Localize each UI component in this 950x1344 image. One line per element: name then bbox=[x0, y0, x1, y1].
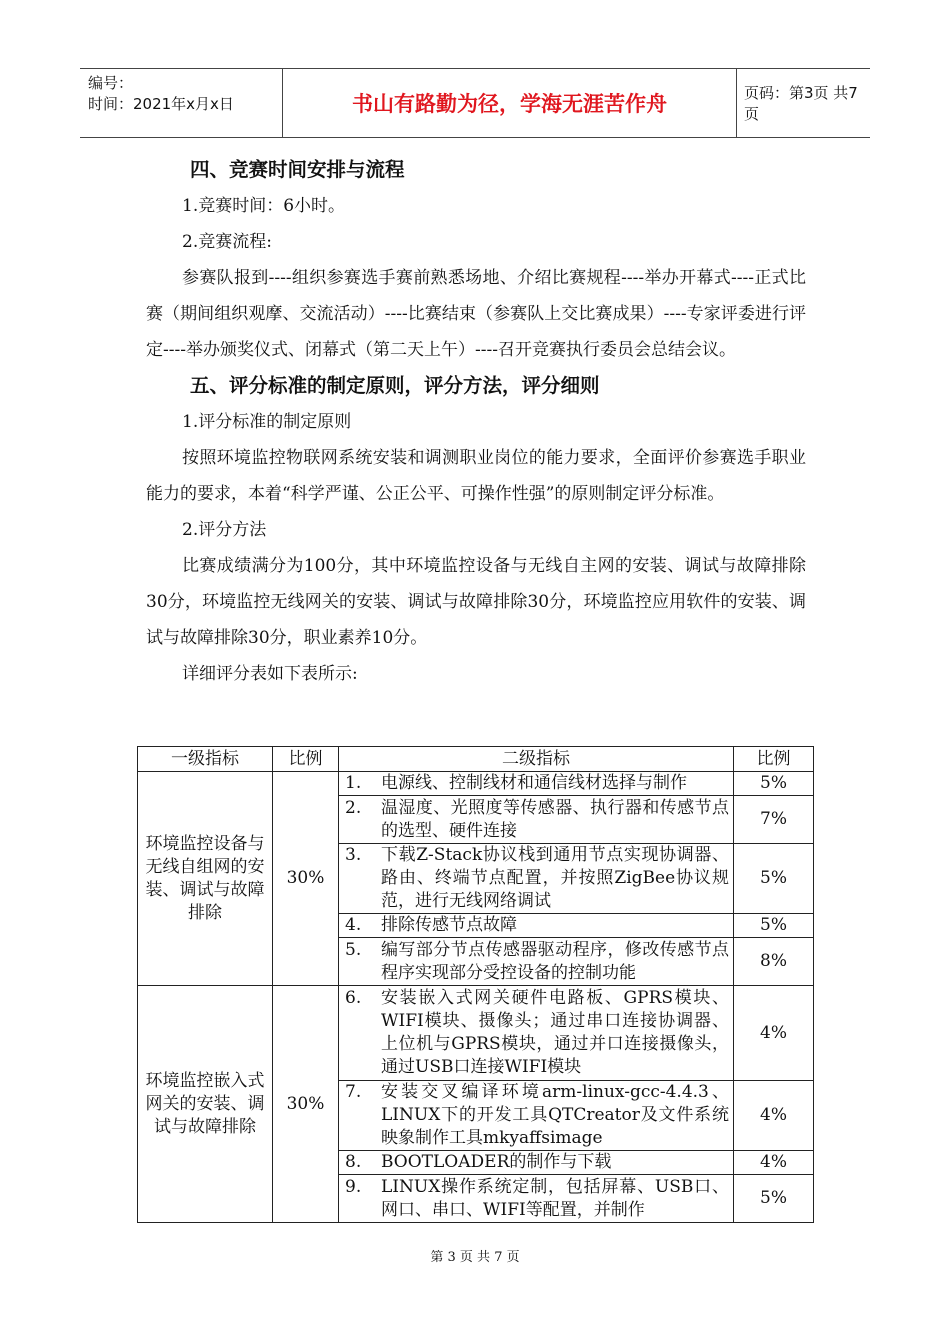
section5-table-intro: 详细评分表如下表所示: bbox=[182, 664, 358, 684]
item-number: 8. bbox=[345, 1152, 362, 1172]
item-text: 排除传感节点故障 bbox=[381, 915, 517, 935]
level2-ratio: 5% bbox=[734, 914, 814, 938]
item-text: LINUX操作系统定制，包括屏幕、USB口、网口、串口、WIFI等配置，并制作 bbox=[381, 1176, 729, 1220]
doc-number-label: 编号： bbox=[88, 74, 134, 92]
section4-flow-label: 2.竞赛流程: bbox=[182, 232, 272, 252]
level2-ratio: 5% bbox=[734, 1175, 814, 1223]
item-number: 1. bbox=[345, 773, 362, 793]
table-header-cell: 一级指标 bbox=[138, 747, 273, 772]
level2-indicator bbox=[339, 772, 734, 796]
item-number: 9. bbox=[345, 1176, 362, 1197]
level2-indicator bbox=[339, 844, 734, 914]
level2-indicator bbox=[339, 938, 734, 986]
doc-time-label: 时间：2021年x月x日 bbox=[88, 95, 234, 113]
section4-time: 1.竞赛时间：6小时。 bbox=[182, 196, 346, 216]
item-text: 安装嵌入式网关硬件电路板、GPRS模块、WIFI模块、摄像头；通过串口连接协调器、上位机与GPRS模块，通过并口连接摄像头，通过USB口连接WIFI模块 bbox=[381, 988, 729, 1077]
level1-indicator: 环境监控嵌入式网关的安装、调试与故障排除 bbox=[138, 986, 273, 1223]
section5-principle-label: 1.评分标准的制定原则 bbox=[182, 412, 352, 432]
page-footer: 第 3 页 共 7 页 bbox=[430, 1250, 520, 1265]
section5-title: 五、评分标准的制定原则，评分方法，评分细则 bbox=[190, 374, 600, 397]
level1-ratio: 30% bbox=[273, 986, 339, 1223]
section4-flow-text: 参赛队报到----组织参赛选手赛前熟悉场地、介绍比赛规程----举办开幕式----正式比赛（期间组织观摩、交流活动）----比赛结束（参赛队上交比赛成果）----专家评委进行评定----举办颁奖仪式、闭幕式（第二天上午）----召开竞赛执行委员会总结会议。 bbox=[146, 268, 806, 360]
item-number: 5. bbox=[345, 939, 362, 960]
item-text: BOOTLOADER的制作与下载 bbox=[381, 1152, 612, 1172]
header-motto: 书山有路勤为径，学海无涯苦作舟 bbox=[282, 69, 737, 137]
level2-indicator bbox=[339, 914, 734, 938]
page-header bbox=[80, 68, 870, 138]
table-header-row bbox=[138, 747, 814, 772]
section5-method-label: 2.评分方法 bbox=[182, 520, 267, 540]
document-body bbox=[146, 152, 806, 692]
item-number: 3. bbox=[345, 845, 362, 865]
section5-principle-text: 按照环境监控物联网系统安装和调测职业岗位的能力要求，全面评价参赛选手职业能力的要求，本着“科学严谨、公正公平、可操作性强”的原则制定评分标准。 bbox=[146, 448, 806, 504]
table-header-cell: 比例 bbox=[734, 747, 814, 772]
header-meta bbox=[80, 69, 282, 137]
section4-title: 四、竞赛时间安排与流程 bbox=[190, 158, 405, 181]
item-number: 7. bbox=[345, 1082, 362, 1102]
level2-ratio: 5% bbox=[734, 772, 814, 796]
level2-indicator bbox=[339, 1081, 734, 1151]
header-page-info: 页码：第3页 共7页 bbox=[744, 84, 858, 123]
level2-indicator bbox=[339, 1151, 734, 1175]
item-text: 温湿度、光照度等传感器、执行器和传感节点的选型、硬件连接 bbox=[381, 797, 729, 841]
table-header-cell: 二级指标 bbox=[339, 747, 734, 772]
item-text: 下载Z-Stack协议栈到通用节点实现协调器、路由、终端节点配置，并按照ZigBee协议规范，进行无线网络调试 bbox=[381, 845, 729, 911]
level2-ratio: 8% bbox=[734, 938, 814, 986]
level2-indicator bbox=[339, 986, 734, 1081]
table-header-cell: 比例 bbox=[273, 747, 339, 772]
level1-indicator: 环境监控设备与无线自组网的安装、调试与故障排除 bbox=[138, 772, 273, 986]
level2-ratio: 7% bbox=[734, 796, 814, 844]
item-text: 编写部分节点传感器驱动程序，修改传感节点程序实现部分受控设备的控制功能 bbox=[381, 939, 729, 983]
level2-ratio: 4% bbox=[734, 1081, 814, 1151]
level1-ratio: 30% bbox=[273, 772, 339, 986]
level2-ratio: 4% bbox=[734, 1151, 814, 1175]
level2-indicator bbox=[339, 1175, 734, 1223]
level2-ratio: 5% bbox=[734, 844, 814, 914]
table-row bbox=[138, 772, 814, 796]
scoring-table bbox=[137, 746, 814, 1223]
item-text: 电源线、控制线材和通信线材选择与制作 bbox=[381, 773, 687, 793]
section5-method-text: 比赛成绩满分为100分，其中环境监控设备与无线自主网的安装、调试与故障排除30分，环境监控无线网关的安装、调试与故障排除30分，环境监控应用软件的安装、调试与故障排除30分，职业素养10分。 bbox=[146, 556, 806, 648]
item-number: 2. bbox=[345, 797, 362, 818]
item-number: 6. bbox=[345, 988, 362, 1008]
item-number: 4. bbox=[345, 915, 362, 935]
level2-ratio: 4% bbox=[734, 986, 814, 1081]
item-text: 安装交叉编译环境arm-linux-gcc-4.4.3、LINUX下的开发工具QTCreator及文件系统映象制作工具mkyaffsimage bbox=[381, 1082, 729, 1148]
level2-indicator bbox=[339, 796, 734, 844]
table-row bbox=[138, 986, 814, 1081]
